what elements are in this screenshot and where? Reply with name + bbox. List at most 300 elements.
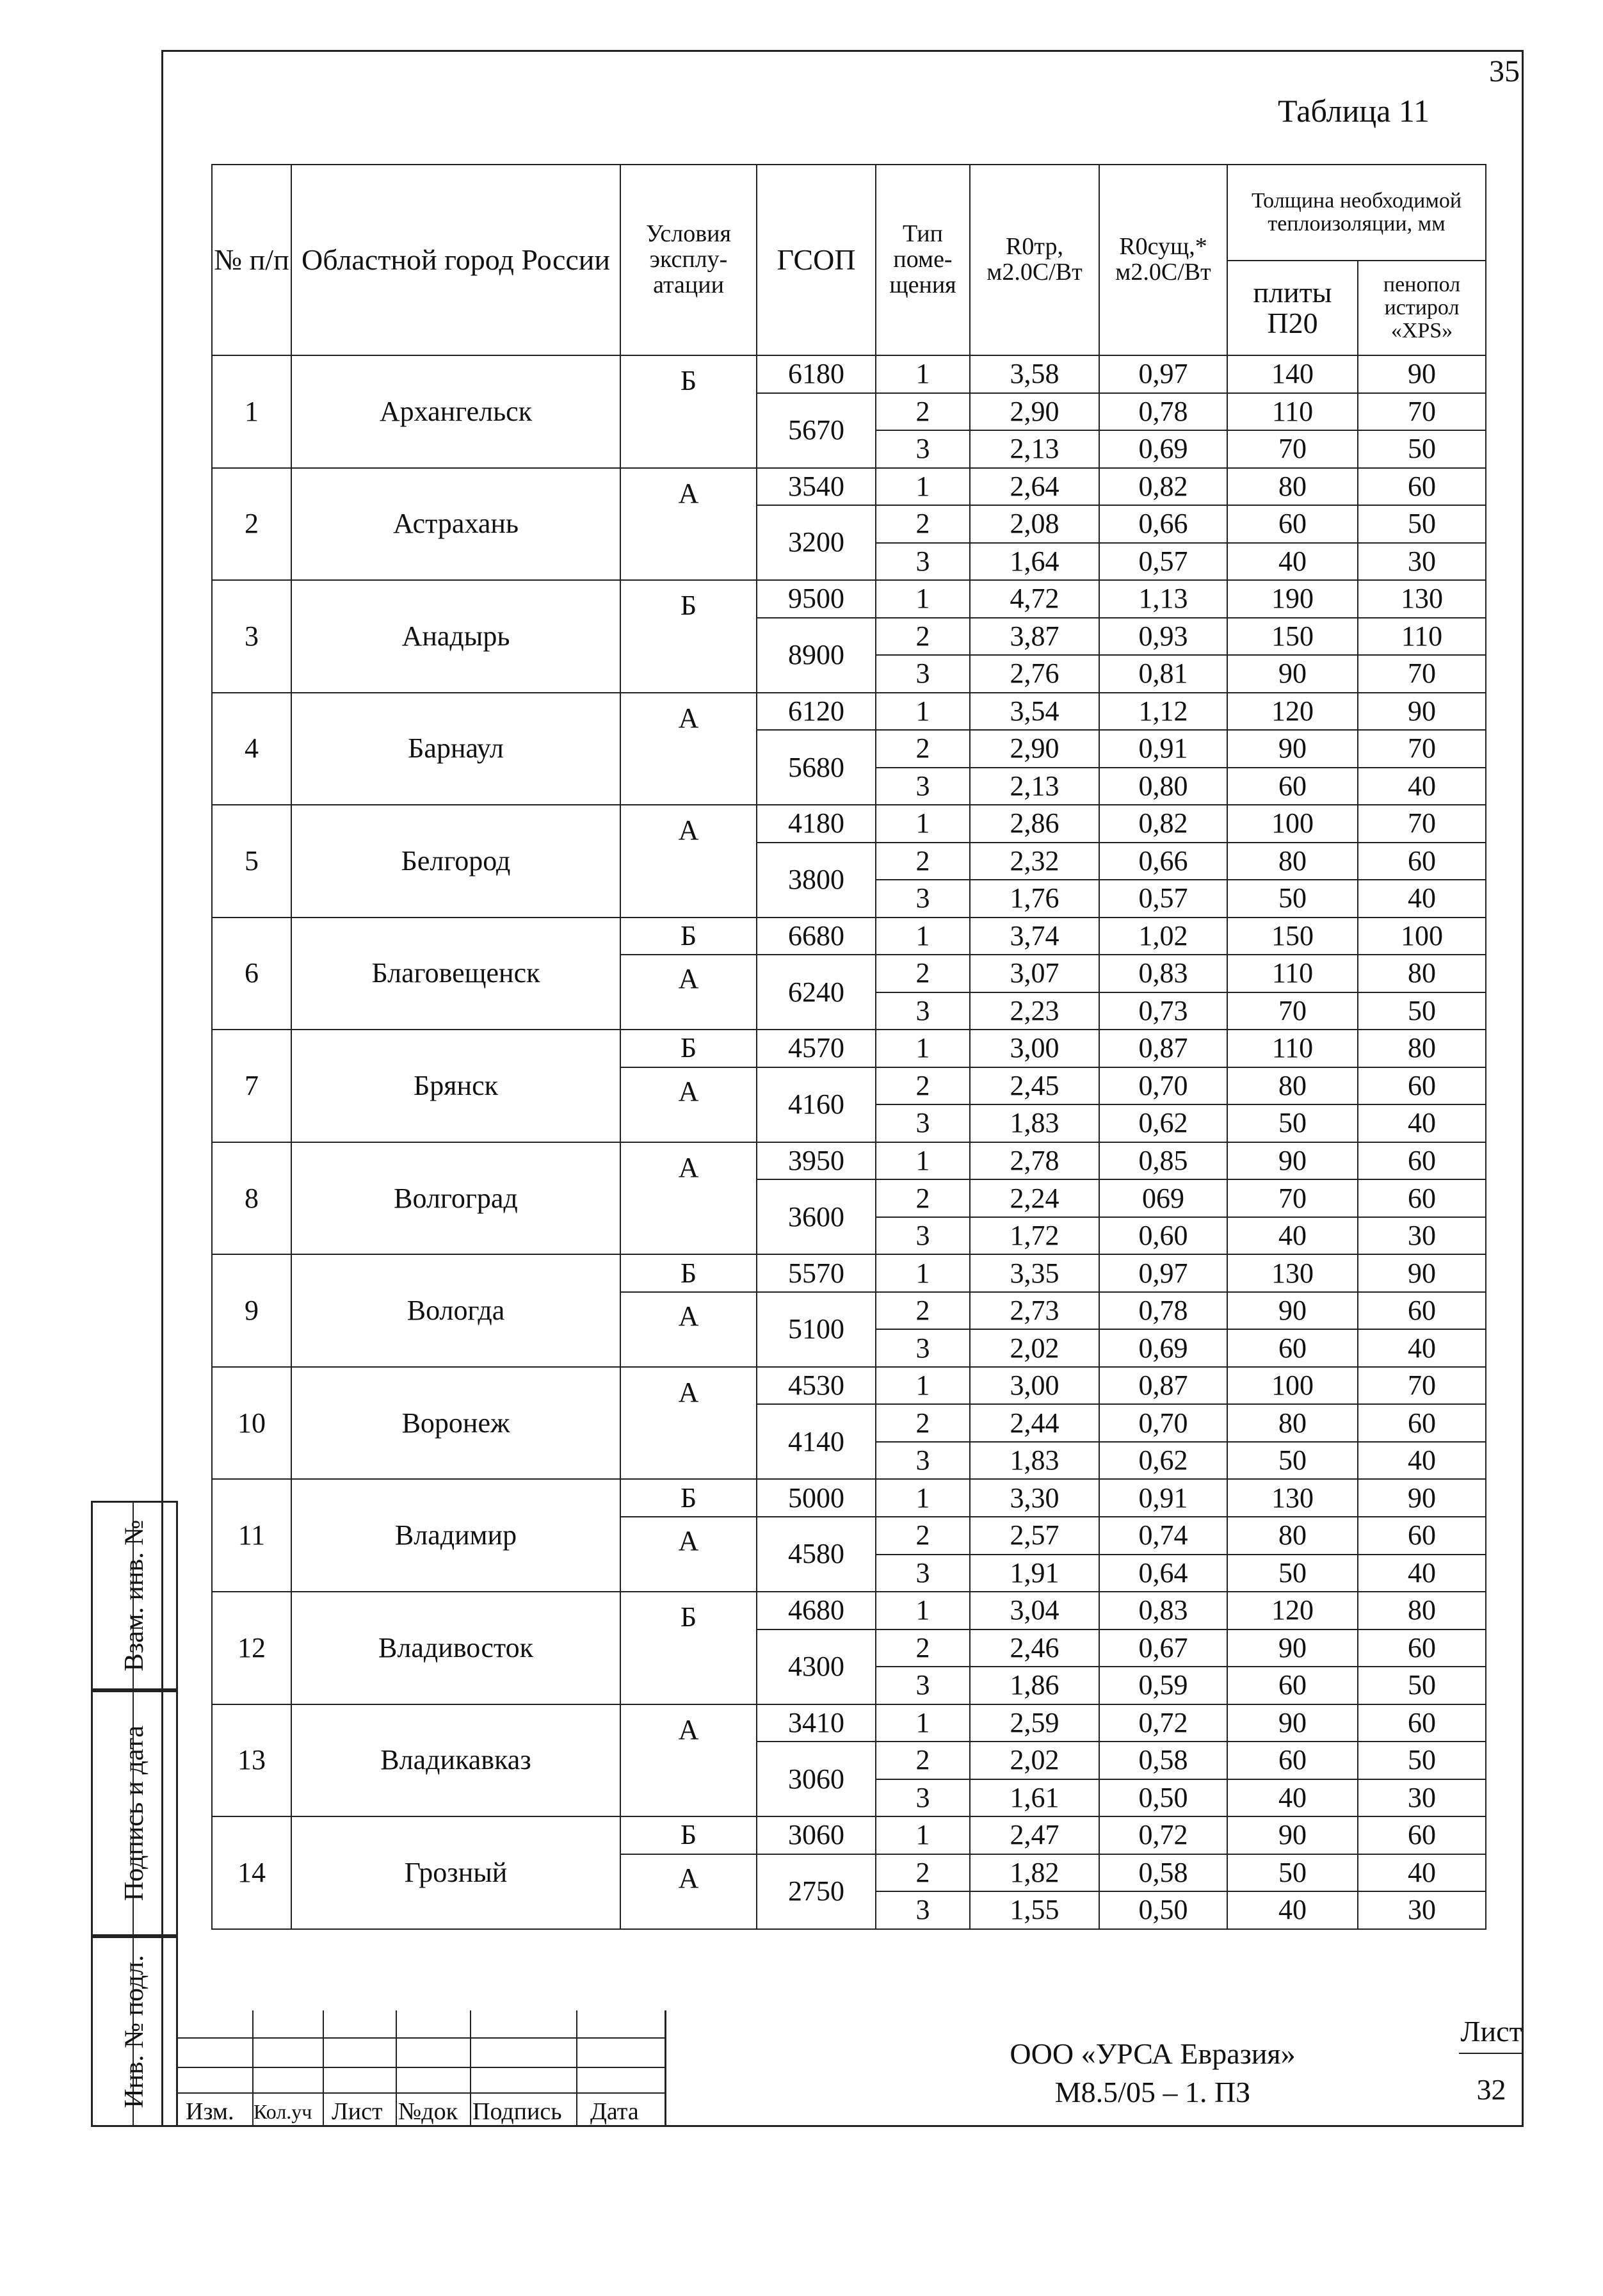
operating-condition: Б	[620, 355, 757, 468]
xps-thickness: 90	[1358, 693, 1486, 731]
gsop-value: 5100	[757, 1292, 876, 1367]
gsop-value: 4530	[757, 1367, 876, 1405]
r-required-value: 4,72	[970, 580, 1099, 618]
p20-thickness: 110	[1227, 955, 1358, 992]
header-xps: пенопол истирол «XPS»	[1358, 261, 1486, 355]
r-required-value: 3,07	[970, 955, 1099, 992]
p20-thickness: 110	[1227, 393, 1358, 431]
gsop-value: 6120	[757, 693, 876, 731]
r-required-value: 2,47	[970, 1816, 1099, 1854]
p20-thickness: 40	[1227, 1779, 1358, 1817]
r-required-value: 2,78	[970, 1142, 1099, 1180]
r-current-value: 0,59	[1099, 1667, 1227, 1704]
p20-thickness: 90	[1227, 1816, 1358, 1854]
room-type: 2	[876, 393, 970, 431]
r-required-value: 1,72	[970, 1217, 1099, 1255]
stamp-label: Подпись	[472, 2098, 562, 2125]
room-type: 1	[876, 918, 970, 955]
r-required-value: 2,13	[970, 768, 1099, 805]
xps-thickness: 130	[1358, 580, 1486, 618]
r-current-value: 0,74	[1099, 1517, 1227, 1555]
room-type: 3	[876, 1667, 970, 1704]
p20-thickness: 100	[1227, 1367, 1358, 1405]
r-current-value: 0,50	[1099, 1891, 1227, 1929]
p20-thickness: 40	[1227, 543, 1358, 581]
gsop-value: 4570	[757, 1030, 876, 1067]
r-current-value: 0,57	[1099, 880, 1227, 918]
room-type: 2	[876, 1404, 970, 1442]
xps-thickness: 80	[1358, 1030, 1486, 1067]
room-type: 1	[876, 1704, 970, 1742]
row-number: 9	[212, 1254, 291, 1367]
r-required-value: 3,35	[970, 1254, 1099, 1292]
gsop-value: 5570	[757, 1254, 876, 1292]
room-type: 1	[876, 1142, 970, 1180]
header-city: Областной город России	[291, 165, 620, 355]
room-type: 3	[876, 1779, 970, 1817]
r-current-value: 0,64	[1099, 1555, 1227, 1592]
xps-thickness: 60	[1358, 1292, 1486, 1330]
operating-condition: А	[620, 1367, 757, 1480]
city-name: Брянск	[291, 1030, 620, 1142]
room-type: 1	[876, 1367, 970, 1405]
p20-thickness: 100	[1227, 805, 1358, 843]
room-type: 2	[876, 1854, 970, 1892]
side-label-inv-podl: Инв. № подл.	[120, 1955, 149, 2108]
p20-thickness: 50	[1227, 1104, 1358, 1142]
city-name: Астрахань	[291, 468, 620, 581]
gsop-value: 4180	[757, 805, 876, 843]
xps-thickness: 70	[1358, 730, 1486, 768]
xps-thickness: 60	[1358, 1142, 1486, 1180]
room-type: 3	[876, 992, 970, 1030]
xps-thickness: 50	[1358, 430, 1486, 468]
r-current-value: 0,78	[1099, 393, 1227, 431]
table-row	[212, 580, 1486, 618]
xps-thickness: 80	[1358, 1592, 1486, 1629]
room-type: 3	[876, 1555, 970, 1592]
xps-thickness: 80	[1358, 955, 1486, 992]
r-current-value: 0,91	[1099, 730, 1227, 768]
r-required-value: 2,02	[970, 1329, 1099, 1367]
r-current-value: 0,78	[1099, 1292, 1227, 1330]
stamp-label: Изм.	[186, 2098, 234, 2125]
xps-thickness: 40	[1358, 880, 1486, 918]
operating-condition: Б	[620, 1030, 757, 1067]
p20-thickness: 130	[1227, 1254, 1358, 1292]
r-current-value: 0,60	[1099, 1217, 1227, 1255]
xps-thickness: 70	[1358, 1367, 1486, 1405]
gsop-value: 6680	[757, 918, 876, 955]
xps-thickness: 60	[1358, 1179, 1486, 1217]
room-type: 3	[876, 1217, 970, 1255]
city-name: Владимир	[291, 1479, 620, 1592]
side-box-inv-zam	[91, 1501, 178, 1690]
p20-thickness: 80	[1227, 468, 1358, 506]
r-current-value: 0,81	[1099, 655, 1227, 693]
xps-thickness: 70	[1358, 805, 1486, 843]
r-current-value: 0,67	[1099, 1629, 1227, 1667]
row-number: 6	[212, 918, 291, 1030]
p20-thickness: 60	[1227, 768, 1358, 805]
header-r-required	[970, 165, 1099, 355]
room-type: 1	[876, 1592, 970, 1629]
r-required-value: 2,73	[970, 1292, 1099, 1330]
room-type: 2	[876, 1517, 970, 1555]
p20-thickness: 80	[1227, 1067, 1358, 1105]
room-type: 1	[876, 1816, 970, 1854]
r-current-value: 0,69	[1099, 1329, 1227, 1367]
xps-thickness: 60	[1358, 843, 1486, 880]
r-required-unit: м2.0С/Вт	[987, 259, 1083, 286]
room-type: 2	[876, 618, 970, 656]
sheet-block	[1459, 2010, 1524, 2127]
room-type: 3	[876, 1329, 970, 1367]
r-current-value: 0,58	[1099, 1742, 1227, 1779]
p20-thickness: 80	[1227, 1404, 1358, 1442]
operating-condition: Б	[620, 1479, 757, 1517]
r-required-value: 3,30	[970, 1479, 1099, 1517]
operating-condition: А	[620, 1704, 757, 1817]
p20-thickness: 40	[1227, 1891, 1358, 1929]
gsop-value: 3540	[757, 468, 876, 506]
r-required-value: 1,61	[970, 1779, 1099, 1817]
r-current-value: 0,82	[1099, 468, 1227, 506]
xps-thickness: 40	[1358, 768, 1486, 805]
gsop-value: 8900	[757, 618, 876, 693]
p20-thickness: 110	[1227, 1030, 1358, 1067]
room-type: 2	[876, 1067, 970, 1105]
header-p20: плиты П20	[1227, 261, 1358, 355]
row-number: 1	[212, 355, 291, 468]
p20-thickness: 60	[1227, 1667, 1358, 1704]
gsop-value: 3060	[757, 1742, 876, 1816]
p20-thickness: 50	[1227, 880, 1358, 918]
r-current-value: 0,80	[1099, 768, 1227, 805]
r-current-unit: м2.0С/Вт	[1115, 259, 1211, 286]
gsop-value: 6180	[757, 355, 876, 393]
room-type: 1	[876, 1254, 970, 1292]
operating-condition: А	[620, 693, 757, 805]
p20-thickness: 80	[1227, 1517, 1358, 1555]
gsop-value: 3800	[757, 843, 876, 918]
room-type: 1	[876, 468, 970, 506]
xps-thickness: 50	[1358, 1667, 1486, 1704]
gsop-value: 3600	[757, 1179, 876, 1254]
r-required-value: 2,23	[970, 992, 1099, 1030]
operating-condition: А	[620, 1067, 757, 1142]
xps-thickness: 60	[1358, 468, 1486, 506]
gsop-value: 9500	[757, 580, 876, 618]
insulation-table	[211, 164, 1486, 1930]
r-current-value: 0,70	[1099, 1404, 1227, 1442]
table-row	[212, 1704, 1486, 1742]
room-type: 3	[876, 543, 970, 581]
xps-thickness: 90	[1358, 1254, 1486, 1292]
operating-condition: Б	[620, 580, 757, 693]
p20-thickness: 90	[1227, 655, 1358, 693]
stamp-label: №док	[398, 2098, 458, 2125]
stamp-label: Лист	[332, 2098, 383, 2125]
xps-thickness: 60	[1358, 1816, 1486, 1854]
operating-condition: Б	[620, 1592, 757, 1704]
table-row	[212, 468, 1486, 506]
p20-thickness: 130	[1227, 1479, 1358, 1517]
r-current-value: 0,87	[1099, 1367, 1227, 1405]
r-required-value: 2,13	[970, 430, 1099, 468]
row-number: 14	[212, 1816, 291, 1929]
row-number: 3	[212, 580, 291, 693]
room-type: 2	[876, 505, 970, 543]
room-type: 2	[876, 955, 970, 992]
row-number: 12	[212, 1592, 291, 1704]
gsop-value: 5670	[757, 393, 876, 468]
p20-thickness: 50	[1227, 1854, 1358, 1892]
r-required-value: 3,87	[970, 618, 1099, 656]
room-type: 2	[876, 1742, 970, 1779]
city-name: Архангельск	[291, 355, 620, 468]
p20-thickness: 80	[1227, 843, 1358, 880]
gsop-value: 6240	[757, 955, 876, 1030]
xps-thickness: 60	[1358, 1704, 1486, 1742]
r-required-name: R0тр,	[1006, 233, 1063, 261]
xps-thickness: 60	[1358, 1517, 1486, 1555]
r-required-value: 2,86	[970, 805, 1099, 843]
room-type: 1	[876, 1030, 970, 1067]
header-num: № п/п	[212, 165, 291, 355]
r-required-value: 2,02	[970, 1742, 1099, 1779]
p20-thickness: 120	[1227, 1592, 1358, 1629]
r-current-value: 0,50	[1099, 1779, 1227, 1817]
room-type: 2	[876, 1292, 970, 1330]
r-current-value: 0,93	[1099, 618, 1227, 656]
room-type: 1	[876, 693, 970, 731]
r-current-value: 0,69	[1099, 430, 1227, 468]
p20-thickness: 150	[1227, 618, 1358, 656]
header-room-type: Тип поме-щения	[876, 165, 970, 355]
header-thickness: Толщина необходимой теплоизоляции, мм	[1227, 165, 1486, 261]
page-number: 35	[1489, 54, 1520, 88]
r-current-value: 0,62	[1099, 1442, 1227, 1480]
r-current-value: 0,57	[1099, 543, 1227, 581]
header-r-current	[1099, 165, 1227, 355]
r-current-name: R0сущ,*	[1119, 233, 1207, 261]
xps-thickness: 40	[1358, 1555, 1486, 1592]
operating-condition: Б	[620, 1816, 757, 1854]
r-required-value: 2,24	[970, 1179, 1099, 1217]
xps-thickness: 30	[1358, 543, 1486, 581]
stamp-label: Кол.уч	[254, 2100, 312, 2123]
xps-thickness: 110	[1358, 618, 1486, 656]
p20-thickness: 60	[1227, 505, 1358, 543]
room-type: 1	[876, 805, 970, 843]
row-number: 5	[212, 805, 291, 918]
p20-thickness: 70	[1227, 992, 1358, 1030]
p20-thickness: 90	[1227, 730, 1358, 768]
table-row	[212, 1479, 1486, 1517]
table-row	[212, 1367, 1486, 1405]
r-required-value: 2,64	[970, 468, 1099, 506]
room-type: 3	[876, 880, 970, 918]
room-type: 3	[876, 430, 970, 468]
r-required-value: 1,86	[970, 1667, 1099, 1704]
operating-condition: А	[620, 1142, 757, 1255]
xps-thickness: 40	[1358, 1854, 1486, 1892]
gsop-value: 3200	[757, 505, 876, 580]
p20-thickness: 60	[1227, 1742, 1358, 1779]
side-label-sign-date: Подпись и дата	[120, 1725, 149, 1902]
p20-thickness: 90	[1227, 1704, 1358, 1742]
room-type: 1	[876, 355, 970, 393]
r-current-value: 0,97	[1099, 1254, 1227, 1292]
xps-thickness: 40	[1358, 1104, 1486, 1142]
row-number: 8	[212, 1142, 291, 1255]
r-required-value: 2,57	[970, 1517, 1099, 1555]
r-required-value: 3,74	[970, 918, 1099, 955]
p20-thickness: 60	[1227, 1329, 1358, 1367]
gsop-value: 3060	[757, 1816, 876, 1854]
r-current-value: 1,02	[1099, 918, 1227, 955]
xps-thickness: 50	[1358, 992, 1486, 1030]
p20-thickness: 90	[1227, 1292, 1358, 1330]
r-current-value: 0,58	[1099, 1854, 1227, 1892]
r-required-value: 1,91	[970, 1555, 1099, 1592]
sheet-title: Лист	[1459, 2010, 1524, 2054]
city-name: Воронеж	[291, 1367, 620, 1480]
r-required-value: 2,46	[970, 1629, 1099, 1667]
r-required-value: 1,55	[970, 1891, 1099, 1929]
city-name: Владивосток	[291, 1592, 620, 1704]
table-row	[212, 1254, 1486, 1292]
r-required-value: 3,00	[970, 1367, 1099, 1405]
p20-thickness: 120	[1227, 693, 1358, 731]
table-row	[212, 805, 1486, 843]
operating-condition: Б	[620, 918, 757, 955]
stamp-label: Дата	[590, 2098, 639, 2125]
document-code: М8.5/05 – 1. ПЗ	[1054, 2075, 1251, 2108]
operating-condition: А	[620, 1517, 757, 1592]
room-type: 3	[876, 655, 970, 693]
side-box-sign-date	[91, 1690, 178, 1936]
r-current-value: 0,87	[1099, 1030, 1227, 1067]
xps-thickness: 40	[1358, 1329, 1486, 1367]
p20-thickness: 50	[1227, 1442, 1358, 1480]
row-number: 7	[212, 1030, 291, 1142]
operating-condition: А	[620, 468, 757, 581]
xps-thickness: 40	[1358, 1442, 1486, 1480]
xps-thickness: 50	[1358, 1742, 1486, 1779]
organization-name: ООО «УРСА Евразия»	[1010, 2037, 1296, 2070]
r-current-value: 0,70	[1099, 1067, 1227, 1105]
operating-condition: А	[620, 1854, 757, 1929]
xps-thickness: 60	[1358, 1067, 1486, 1105]
r-current-value: 0,85	[1099, 1142, 1227, 1180]
r-required-value: 2,44	[970, 1404, 1099, 1442]
room-type: 2	[876, 1179, 970, 1217]
room-type: 3	[876, 768, 970, 805]
side-label-inv-zam: Взам. инв. №	[120, 1519, 149, 1672]
r-current-value: 0,66	[1099, 505, 1227, 543]
r-required-value: 2,76	[970, 655, 1099, 693]
gsop-value: 4580	[757, 1517, 876, 1592]
room-type: 3	[876, 1891, 970, 1929]
table-caption: Таблица 11	[1278, 93, 1430, 129]
p20-thickness: 70	[1227, 1179, 1358, 1217]
r-required-value: 3,58	[970, 355, 1099, 393]
p20-thickness: 140	[1227, 355, 1358, 393]
xps-thickness: 100	[1358, 918, 1486, 955]
header-gsop: ГСОП	[757, 165, 876, 355]
gsop-value: 5000	[757, 1479, 876, 1517]
table-row	[212, 918, 1486, 955]
r-current-value: 0,83	[1099, 1592, 1227, 1629]
city-name: Барнаул	[291, 693, 620, 805]
r-required-value: 2,45	[970, 1067, 1099, 1105]
table-row	[212, 1816, 1486, 1854]
r-current-value: 0,62	[1099, 1104, 1227, 1142]
room-type: 1	[876, 580, 970, 618]
header-conditions: Условия эксплу-атации	[620, 165, 757, 355]
row-number: 2	[212, 468, 291, 581]
xps-thickness: 90	[1358, 355, 1486, 393]
p20-thickness: 40	[1227, 1217, 1358, 1255]
row-number: 11	[212, 1479, 291, 1592]
r-required-value: 3,04	[970, 1592, 1099, 1629]
room-type: 2	[876, 730, 970, 768]
room-type: 2	[876, 843, 970, 880]
city-name: Вологда	[291, 1254, 620, 1367]
gsop-value: 4160	[757, 1067, 876, 1142]
operating-condition: А	[620, 805, 757, 918]
gsop-value: 4300	[757, 1629, 876, 1704]
r-current-value: 0,66	[1099, 843, 1227, 880]
city-name: Благовещенск	[291, 918, 620, 1030]
r-required-value: 3,00	[970, 1030, 1099, 1067]
gsop-value: 2750	[757, 1854, 876, 1929]
p20-thickness: 50	[1227, 1555, 1358, 1592]
row-number: 4	[212, 693, 291, 805]
room-type: 3	[876, 1442, 970, 1480]
room-type: 1	[876, 1479, 970, 1517]
room-type: 3	[876, 1104, 970, 1142]
r-required-value: 1,82	[970, 1854, 1099, 1892]
city-name: Владикавказ	[291, 1704, 620, 1817]
title-block	[178, 2010, 1524, 2127]
r-required-value: 1,64	[970, 543, 1099, 581]
sheet-number: 32	[1476, 2073, 1506, 2106]
r-required-value: 2,90	[970, 730, 1099, 768]
p20-thickness: 150	[1227, 918, 1358, 955]
r-current-value: 0,72	[1099, 1816, 1227, 1854]
city-name: Белгород	[291, 805, 620, 918]
xps-thickness: 70	[1358, 393, 1486, 431]
p20-thickness: 70	[1227, 430, 1358, 468]
side-box-inv-podl	[91, 1936, 178, 2127]
r-required-value: 2,08	[970, 505, 1099, 543]
r-current-value: 1,13	[1099, 580, 1227, 618]
table-row	[212, 1030, 1486, 1067]
city-name: Волгоград	[291, 1142, 620, 1255]
r-required-value: 3,54	[970, 693, 1099, 731]
xps-thickness: 30	[1358, 1779, 1486, 1817]
xps-thickness: 30	[1358, 1217, 1486, 1255]
r-current-value: 069	[1099, 1179, 1227, 1217]
r-required-value: 1,83	[970, 1442, 1099, 1480]
gsop-value: 3410	[757, 1704, 876, 1742]
xps-thickness: 50	[1358, 505, 1486, 543]
xps-thickness: 30	[1358, 1891, 1486, 1929]
p20-thickness: 90	[1227, 1629, 1358, 1667]
